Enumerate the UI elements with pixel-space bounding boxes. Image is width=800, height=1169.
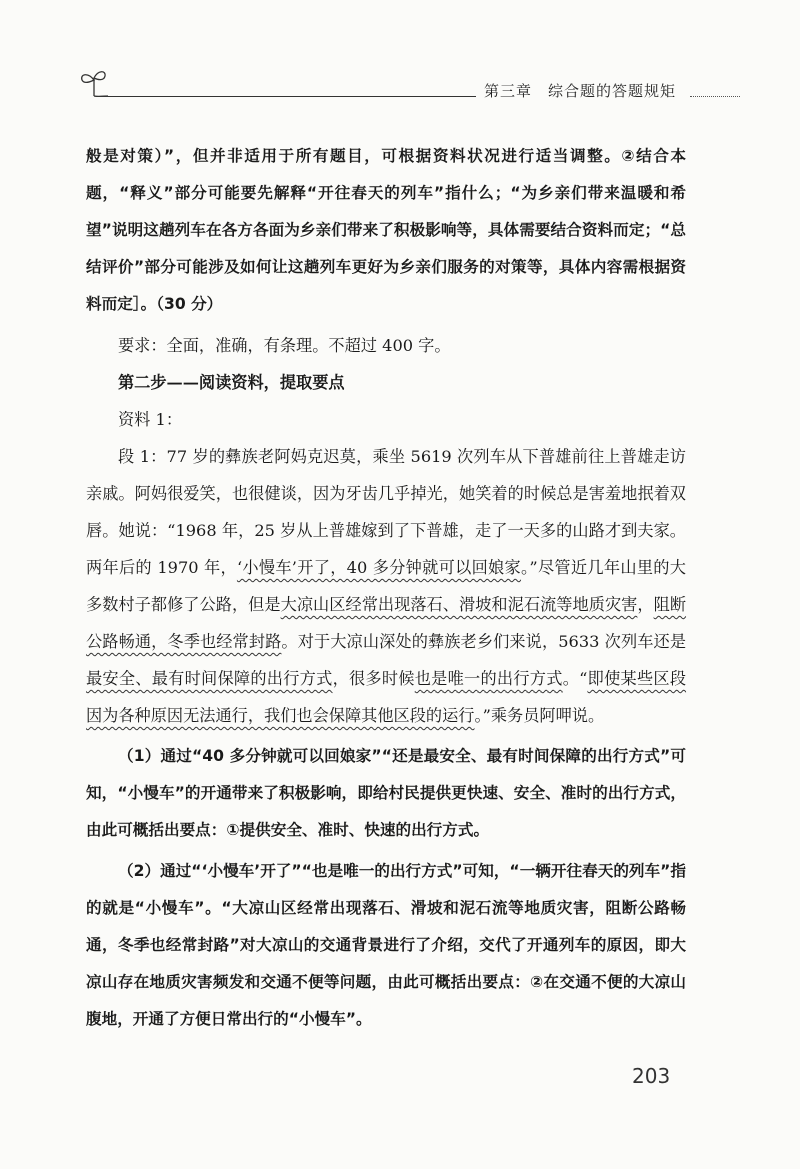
requirement-text: 要求：全面，准确，有条理。不超过 400 字。 [118, 336, 451, 355]
header-rule-right [690, 96, 740, 97]
wavy-underline-5: 也是唯一的出行方式 [414, 669, 563, 688]
running-header [0, 0, 800, 110]
analysis-point-1: （1）通过“40 多分钟就可以回娘家”“还是最安全、最有时间保障的出行方式”可知，“小慢车”的开通带来了积极影响，即给村民提供更快速、安全、准时的出行方式，由此可概括出要点：①提供安全、准时、快速的出行方式。 [86, 747, 686, 839]
wavy-underline-4: 最安全、最有时间保障的出行方式 [86, 669, 333, 688]
material-label: 资料 1： [118, 410, 183, 429]
chapter-label: 第三章 [484, 82, 533, 100]
section-text-e: ，很多时候 [332, 669, 415, 688]
section-text-g: 。”乘务员阿呷说。 [474, 706, 605, 725]
wavy-underline-2: 大凉山区经常出现落石、滑坡和泥石流等地质灾害 [280, 595, 638, 614]
page-body [86, 138, 686, 1038]
chapter-title: 综合题的答题规矩 [548, 82, 677, 100]
wavy-underline-3: 阻断公路畅通，冬季也经常封路 [86, 595, 687, 651]
section-text-f: 。“ [562, 669, 588, 688]
header-rule-left [96, 96, 476, 97]
section-text-a: 段 1：77 岁的彝族老阿妈克迟莫，乘坐 5619 次列车从下普雄前往上普雄走访亲戚。阿妈很爱笑，也很健谈，因为牙齿几乎掉光，她笑着的时候总是害羞地抿着双唇。她说：“1968 年，25 岁从上普雄嫁到了下普雄，走了一天多的山路才到夫家。两年后的 1970 年， [86, 447, 686, 577]
chapter-heading [484, 80, 676, 101]
analysis-point-2: （2）通过“‘小慢车’开了”“也是唯一的出行方式”可知，“一辆开往春天的列车”指的就是“小慢车”。“大凉山区经常出现落石、滑坡和泥石流等地质灾害，阻断公路畅通，冬季也经常封路”对大凉山的交通背景进行了介绍，交代了开通列车的原因，即大凉山存在地质灾害频发和交通不便等问题，由此可概括出要点：②在交通不便的大凉山腹地，开通了方便日常出行的“小慢车”。 [86, 862, 686, 1028]
section-text-c: ， [637, 595, 654, 614]
wavy-underline-1: ‘小慢车’开了，40 多分钟就可以回娘家 [236, 558, 522, 577]
paragraph-continued: 般是对策）”，但并非适用于所有题目，可根据资料状况进行适当调整。②结合本题，“释义”部分可能要先解释“开往春天的列车”指什么；“为乡亲们带来温暖和希望”说明这趟列车在各方各面为乡亲们带来了积极影响等，具体需要结合资料而定；“总结评价”部分可能涉及如何让这趟列车更好为乡亲们服务的对策等，具体内容需根据资料而定］。（30 分） [86, 147, 686, 313]
page-number: 203 [632, 1064, 671, 1088]
section-text-b: 。”尽管近几年山里的大多数村子都修了公路，但是 [86, 558, 686, 614]
wavy-underline-6: 即使某些区段因为各种原因无法通行，我们也会保障其他区段的运行 [86, 669, 687, 725]
material-section-1 [86, 438, 686, 734]
section-text-d: 。对于大凉山深处的彝族老乡们来说，5633 次列车还是 [281, 632, 687, 651]
step-two-heading: 第二步——阅读资料，提取要点 [118, 373, 345, 392]
